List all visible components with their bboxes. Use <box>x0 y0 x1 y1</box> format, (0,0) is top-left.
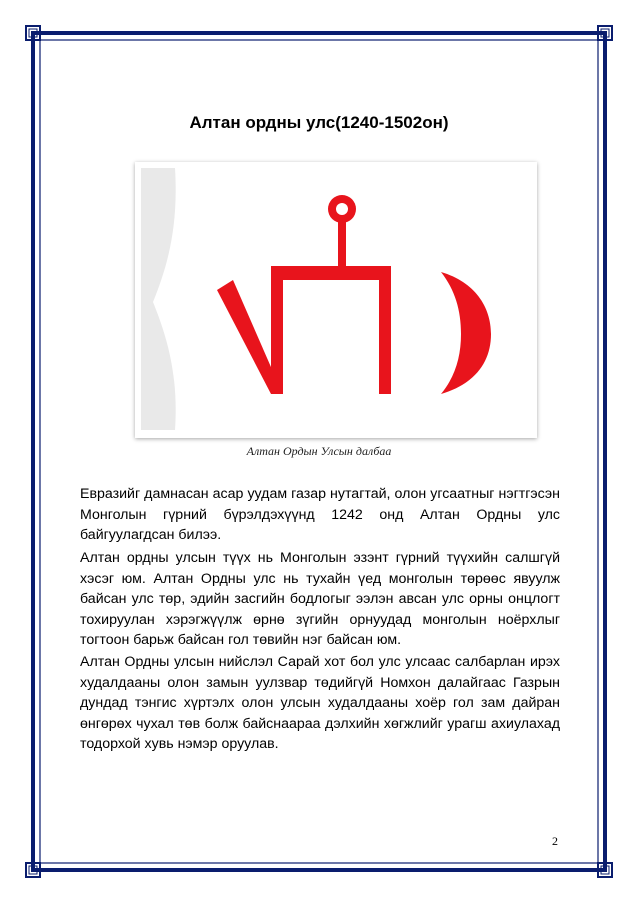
page-title: Алтан ордны улс(1240-1502он) <box>189 113 449 132</box>
paragraph: Алтан ордны улсын түүх нь Монголын эзэнт гүрний түүхийн салшгүй хэсэг юм. Алтан Ордны улс нь тухайн үед монголын төрөөс явуулж байсан улс төр, эдийн засгийн бодлогыг ээлэн авсан улс орны онцлогт тохируулан хэрэгжүүлж өрнө зүгийн орнуудад монголын ноёрхлыг тогтоон барьж байсан гол төвийн нэг байсан юм. <box>80 550 560 648</box>
paragraph: Евразийг дамнасан асар уудам газар нутагтай, олон угсаатныг нэгтгэсэн Монголын гүрний бүрэлдэхүүнд 1242 онд Алтан Ордны улс байгуулагдсан билээ. <box>80 486 560 543</box>
golden-horde-flag-image <box>135 162 537 438</box>
page-number: 2 <box>552 834 558 848</box>
image-caption: Алтан Ордын Улсын далбаа <box>246 444 392 458</box>
paragraph: Алтан Ордны улсын нийслэл Сарай хот бол улс улсаас салбарлан ирэх худалдааны олон замын уулзвар төдийгүй Номхон далайгаас Газрын дундад тэнгис хүртэлх олон улсын худалдааны хоёр гол зам дайран өнгөрөх чухал төв болж байснаараа дэлхийн хөгжлийг урагш ахиулахад тодорхой хувь нэмэр оруулав. <box>80 654 560 752</box>
tamga-symbol <box>217 195 391 394</box>
crescent-symbol <box>441 272 491 394</box>
flag-graphic <box>135 162 537 438</box>
flag-hoist-band <box>141 168 176 430</box>
